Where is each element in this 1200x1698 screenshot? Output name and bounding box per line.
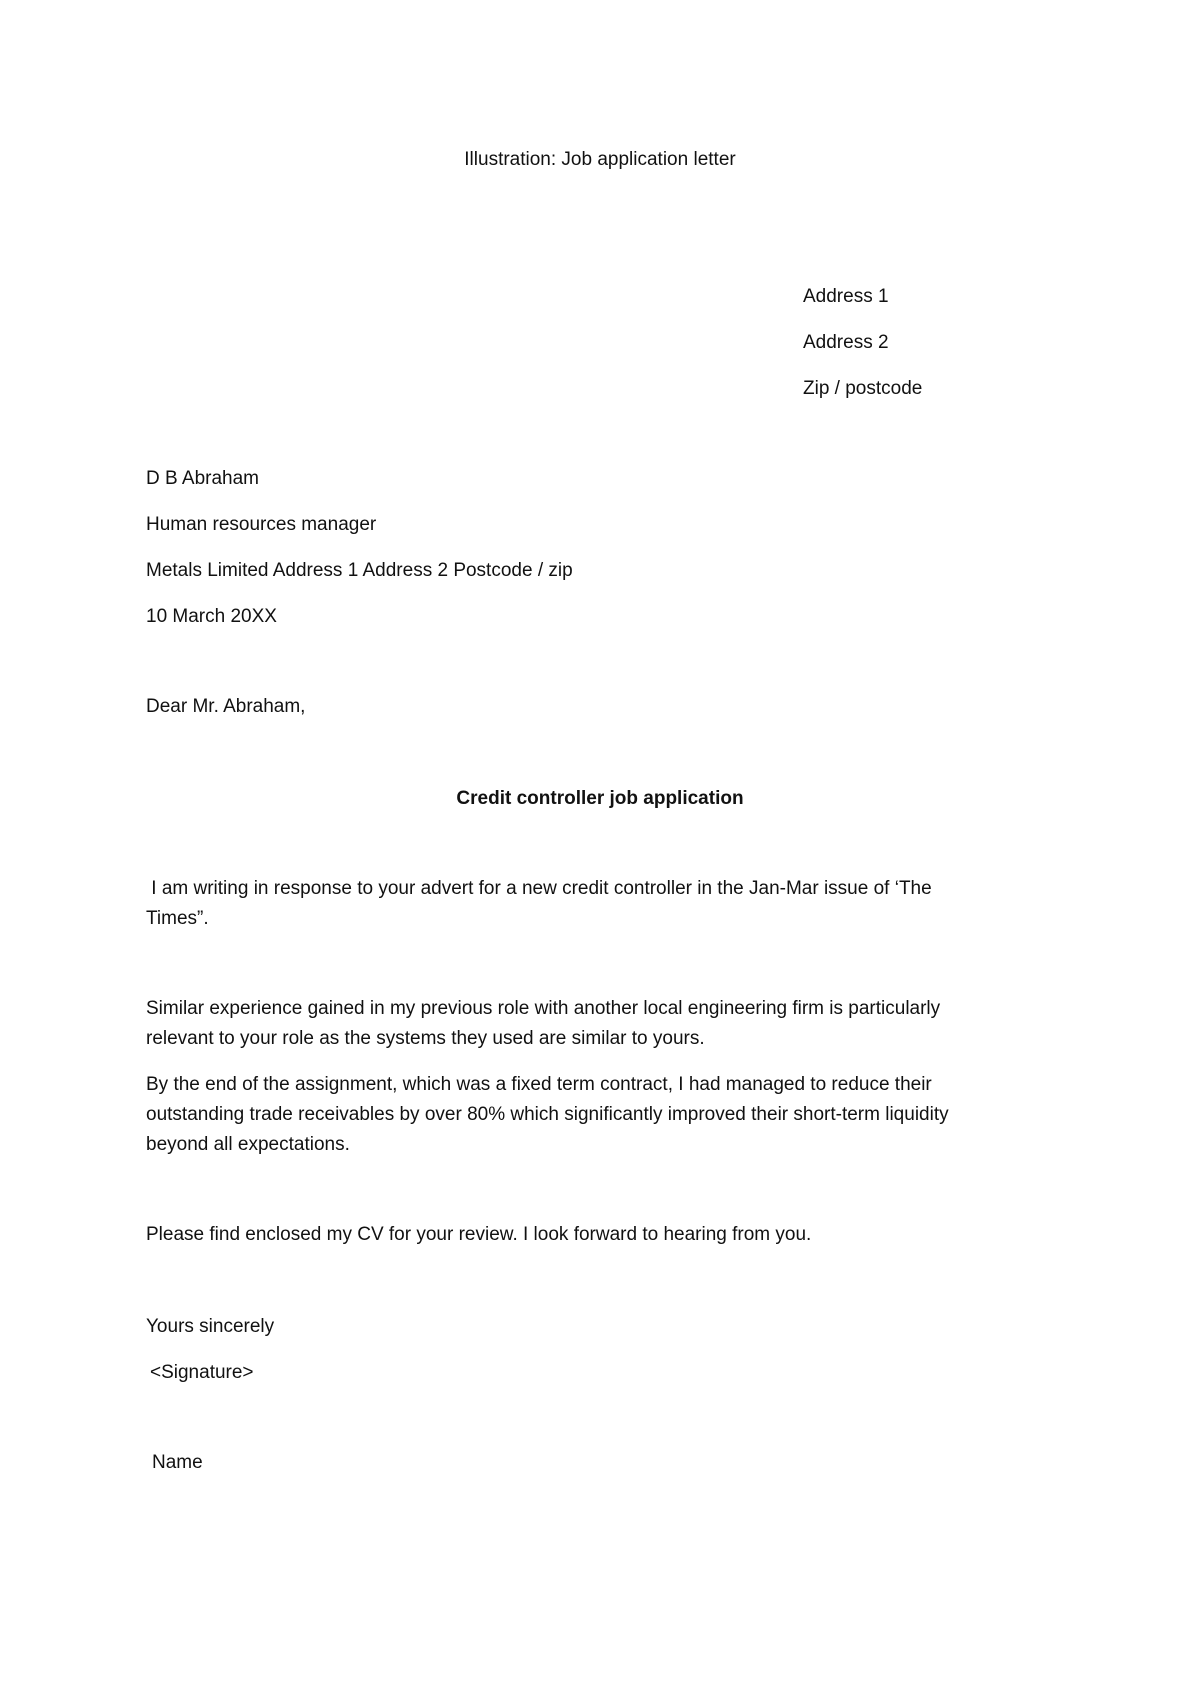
body-paragraph-2-line-1: Similar experience gained in my previous role with another local engineering firm is particularly [146, 998, 941, 1019]
letter-subject: Credit controller job application [456, 788, 744, 809]
recipient-company-address: Metals Limited Address 1 Address 2 Postcode / zip [146, 560, 573, 581]
body-paragraph-3-line-1: By the end of the assignment, which was a fixed term contract, I had managed to reduce their [146, 1074, 932, 1095]
body-paragraph-3-line-2: outstanding trade receivables by over 80% which significantly improved their short-term liquidity [146, 1104, 949, 1125]
recipient-name: D B Abraham [146, 468, 259, 489]
body-paragraph-3-line-3: beyond all expectations. [146, 1134, 350, 1155]
sender-address-line-1: Address 1 [803, 286, 889, 307]
document-title: Illustration: Job application letter [464, 149, 736, 170]
body-paragraph-4: Please find enclosed my CV for your review. I look forward to hearing from you. [146, 1224, 812, 1245]
salutation: Dear Mr. Abraham, [146, 696, 306, 717]
sender-address-line-2: Address 2 [803, 332, 889, 353]
recipient-position: Human resources manager [146, 514, 377, 535]
closing: Yours sincerely [146, 1316, 275, 1337]
body-paragraph-1-line-2: Times”. [146, 908, 209, 929]
body-paragraph-2-line-2: relevant to your role as the systems they used are similar to yours. [146, 1028, 705, 1049]
letter-date: 10 March 20XX [146, 606, 277, 627]
sender-name: Name [152, 1452, 203, 1473]
body-paragraph-1-line-1: I am writing in response to your advert for a new credit controller in the Jan-Mar issue of ‘The [146, 878, 932, 899]
signature-placeholder: <Signature> [150, 1362, 254, 1383]
sender-address-postcode: Zip / postcode [803, 378, 923, 399]
